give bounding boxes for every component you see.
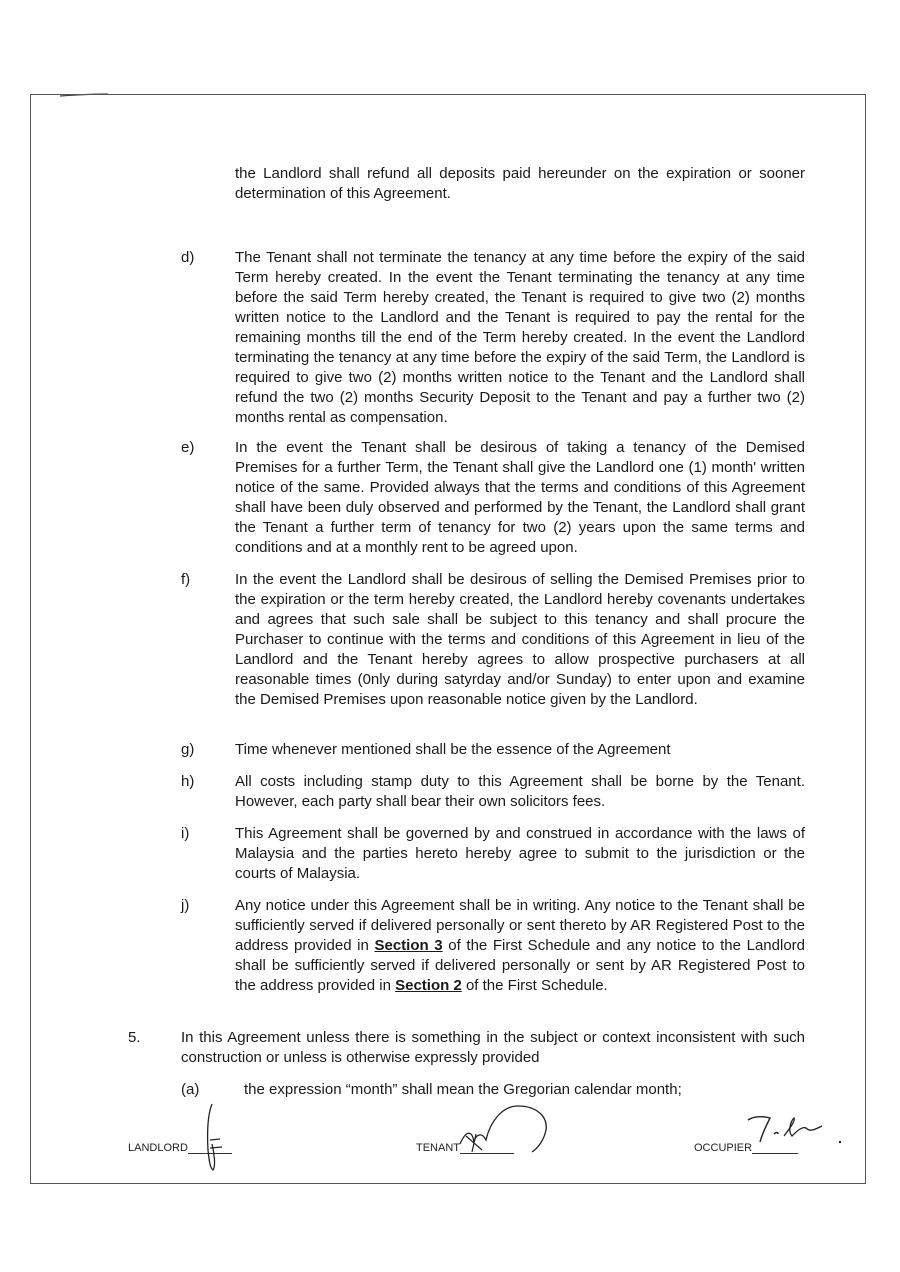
occupier-label: OCCUPIER xyxy=(694,1142,753,1154)
section-5-text: In this Agreement unless there is something in the subject or context inconsistent with such construction or unless is otherwise expressly provided xyxy=(181,1029,805,1066)
landlord-signature-mark xyxy=(198,1102,228,1172)
section-2-reference: Section 2 xyxy=(395,977,462,994)
clause-g-label: g) xyxy=(181,741,195,758)
clause-f-text: In the event the Landlord shall be desirous of selling the Demised Premises prior to the expiration or the term hereby created, the Landlord hereby covenants undertakes and agrees that such sale shall be subject to this tenancy and shall procure the Purchaser to continue with the terms and conditions of this Agreement in lieu of the Landlord and the Tenant hereby agrees to allow prospective purchasers at all reasonable times (0nly during satyrday and/or Sunday) to enter upon and examine the Demised Premises upon reasonable notice given by the Landlord. xyxy=(235,571,805,708)
clause-i-text: This Agreement shall be governed by and construed in accordance with the laws of Malaysia and the parties hereto hereby agree to submit to the jurisdiction or the courts of Malaysia. xyxy=(235,825,805,882)
clause-e-text: In the event the Tenant shall be desirous of taking a tenancy of the Demised Premises for a further Term, the Tenant shall give the Landlord one (1) month' written notice of the same. Provided always that the terms and conditions of this Agreement shall have been duly observed and performed by the Tenant, the Landlord shall grant the Tenant a further term of tenancy for two (2) years upon the same terms and conditions and at a monthly rent to be agreed upon. xyxy=(235,439,805,556)
tenant-label: TENANT xyxy=(416,1142,460,1154)
occupier-signature-mark xyxy=(744,1112,844,1152)
clause-j-text-part-2: of the First Schedule and any notice to the Landlord shall be sufficiently served if delivered personally or sent by AR Registered Post to the address provided in xyxy=(235,937,805,994)
clause-h-label: h) xyxy=(181,773,195,790)
section-5a-text: the expression “month” shall mean the Gregorian calendar month; xyxy=(244,1081,682,1098)
landlord-label: LANDLORD xyxy=(128,1142,188,1154)
clause-j-label: j) xyxy=(181,897,190,914)
clause-j-text-part-3: of the First Schedule. xyxy=(461,977,608,994)
clause-e-label: e) xyxy=(181,439,195,456)
clause-i-label: i) xyxy=(181,825,190,842)
clause-j-text xyxy=(235,896,805,996)
clause-g-text: Time whenever mentioned shall be the essence of the Agreement xyxy=(235,741,671,758)
clause-f-label: f) xyxy=(181,571,191,588)
occupier-signature-line xyxy=(752,1153,798,1154)
tenant-signature-mark xyxy=(452,1100,552,1160)
section-5a-label: (a) xyxy=(181,1081,200,1098)
section-5-label: 5. xyxy=(128,1029,141,1046)
clause-d-label: d) xyxy=(181,249,195,266)
section-3-reference: Section 3 xyxy=(374,937,443,954)
clause-j-text-part-1: Any notice under this Agreement shall be in writing. Any notice to the Tenant shall be sufficiently served if delivered personally or sent thereto by AR Registered Post to the address provided in xyxy=(235,897,805,954)
intro-paragraph: the Landlord shall refund all deposits paid hereunder on the expiration or sooner determination of this Agreement. xyxy=(235,165,805,202)
clause-h-text: All costs including stamp duty to this Agreement shall be borne by the Tenant. However, each party shall bear their own solicitors fees. xyxy=(235,773,805,810)
clause-d-text: The Tenant shall not terminate the tenancy at any time before the expiry of the said Term hereby created. In the event the Tenant terminating the tenancy at any time before the said Term hereby created, the Tenant is required to give two (2) months written notice to the Landlord and the Tenant is required to pay the rental for the remaining months till the end of the Term hereby created. In the event the Landlord terminating the tenancy at any time before the expiry of the said Term, the Landlord is required to give two (2) months written notice to the Tenant and the Landlord shall refund the two (2) months Security Deposit to the Tenant and pay a further two (2) months rental as compensation. xyxy=(235,249,805,426)
